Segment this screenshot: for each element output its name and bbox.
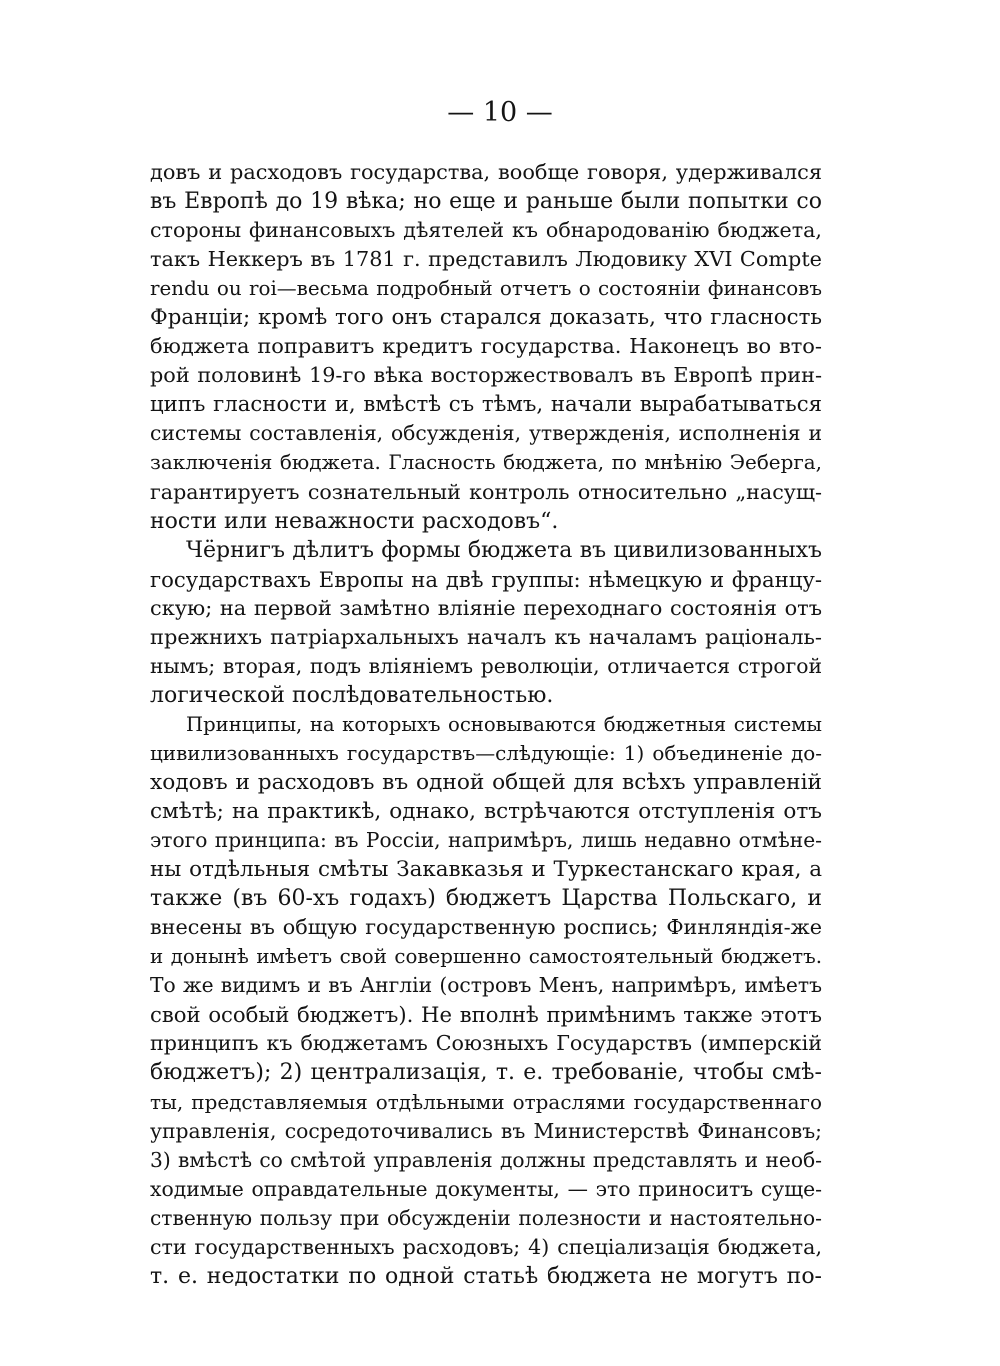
page-number: — 10 — <box>447 97 553 128</box>
text-line: логической послѣдовательностью. <box>150 682 554 708</box>
text-line: государствахъ Европы на двѣ группы: нѣмецкую и францу- <box>150 566 822 592</box>
paragraph <box>150 158 822 536</box>
text-line: 3) вмѣстѣ со смѣтой управленія должны представлять и необ- <box>150 1147 822 1172</box>
text-line: rendu ou roi—весьма подробный отчетъ о состояніи финансовъ <box>150 277 822 301</box>
text-line: принципъ къ бюджетамъ Союзныхъ Государствъ (имперскій <box>150 1031 822 1056</box>
text-line: довъ и расходовъ государства, вообще говоря, удерживался <box>150 160 822 184</box>
body-text <box>150 158 822 1291</box>
text-line: прежнихъ патріархальныхъ началъ къ началамъ раціональ- <box>150 624 822 649</box>
text-line: скую; на первой замѣтно вліяніе переходнаго состоянія отъ <box>150 595 822 620</box>
text-line: ходовъ и расходовъ въ одной общей для всѣхъ управленій <box>150 769 822 795</box>
text-line: внесены въ общую государственную роспись; Финляндія-же <box>150 915 822 940</box>
text-line: рой половинѣ 19-го вѣка восторжествовалъ въ Европѣ прин- <box>150 363 822 388</box>
text-line: и донынѣ имѣетъ свой совершенно самостоятельный бюджетъ. <box>150 945 822 969</box>
text-line: бюджетъ); 2) централизація, т. е. требованіе, чтобы смѣ- <box>150 1060 822 1086</box>
text-line: ходимые оправдательные документы, — это приноситъ суще- <box>150 1176 822 1201</box>
text-line: ственную пользу при обсужденіи полезности и настоятельно- <box>150 1205 822 1230</box>
text-line: стороны финансовыхъ дѣятелей къ обнародованію бюджета, <box>150 218 822 243</box>
text-line: Принципы, на которыхъ основываются бюджетныя системы <box>186 712 822 736</box>
text-line: смѣтѣ; на практикѣ, однако, встрѣчаются отступленія отъ <box>150 799 822 825</box>
text-line: Чёрнигъ дѣлитъ формы бюджета въ цивилизованныхъ <box>186 537 822 563</box>
text-line: ности или неважности расходовъ“. <box>150 508 559 534</box>
text-line: сти государственныхъ расходовъ; 4) спеціализація бюджета, <box>150 1234 822 1259</box>
text-line: этого принципа: въ Россіи, напримѣръ, лишь недавно отмѣне- <box>150 828 822 853</box>
text-line: заключенія бюджета. Гласность бюджета, по мнѣнію Эеберга, <box>150 451 822 475</box>
text-line: нымъ; вторая, подъ вліяніемъ революціи, отличается строгой <box>150 653 822 678</box>
text-line: ны отдѣльныя смѣты Закавказья и Туркестанскаго края, а <box>150 857 822 883</box>
text-line: ципъ гласности и, вмѣстѣ съ тѣмъ, начали вырабатываться <box>150 392 822 418</box>
text-line: т. е. недостатки по одной статьѣ бюджета не могутъ по- <box>150 1263 822 1289</box>
text-line: также (въ 60-хъ годахъ) бюджетъ Царства Польскаго, и <box>150 886 822 912</box>
text-line: То же видимъ и въ Англіи (островъ Менъ, напримѣръ, имѣетъ <box>150 973 822 998</box>
text-line: свой особый бюджетъ). Не вполнѣ примѣнимъ также этотъ <box>150 1002 822 1028</box>
paragraph <box>150 710 822 1291</box>
text-line: въ Европѣ до 19 вѣка; но еще и раньше были попытки со <box>150 189 822 215</box>
text-line: бюджета поправитъ кредитъ государства. Наконецъ во вто- <box>150 334 822 359</box>
text-line: управленія, сосредоточивались въ Министерствѣ Финансовъ; <box>150 1118 822 1143</box>
text-line: ты, представляемыя отдѣльными отраслями государственнаго <box>150 1089 822 1114</box>
paragraph <box>150 536 822 710</box>
text-line: такъ Неккеръ въ 1781 г. представилъ Людовику XVI Compte <box>150 247 822 272</box>
text-line: системы составленія, обсужденія, утвержденія, исполненія и <box>150 421 822 446</box>
text-line: гарантируетъ сознательный контроль относительно „насущ- <box>150 479 822 504</box>
text-line: цивилизованныхъ государствъ—слѣдующіе: 1) объединеніе до- <box>150 741 822 765</box>
text-line: Франціи; кромѣ того онъ старался доказать, что гласность <box>150 305 822 331</box>
